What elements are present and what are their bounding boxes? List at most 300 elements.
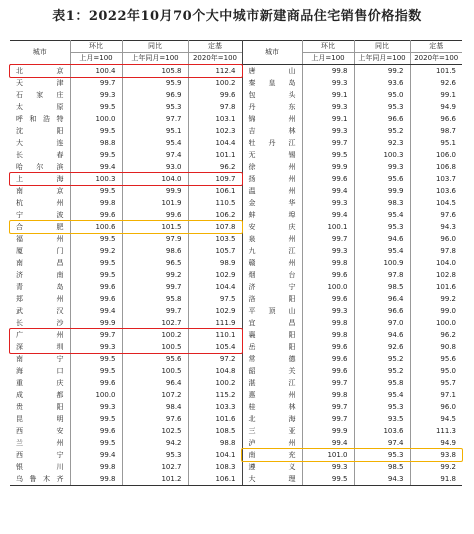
city-name-right: 蚌 埠 (242, 209, 302, 221)
yoy-index-left: 99.7 (122, 281, 188, 293)
base-index-right: 93.8 (440, 451, 456, 459)
yoy-index-right: 95.4 (354, 209, 410, 221)
yoy-index-left: 99.9 (122, 185, 188, 197)
city-name-right: 桂 林 (242, 401, 302, 413)
city-name-left: 福 州 (10, 233, 70, 245)
base-index-right: 94.5 (440, 415, 456, 423)
city-name-right: 唐 山 (242, 65, 302, 78)
city-name-left: 成 都 (10, 389, 70, 401)
yoy-index-right: 96.4 (354, 293, 410, 305)
city-name-right: 牡丹江 (242, 137, 302, 149)
mom-index-left: 99.7 (70, 329, 122, 341)
mom-index-left: 99.5 (70, 257, 122, 269)
base-index-left: 103.3 (188, 401, 242, 413)
table-row (10, 89, 462, 101)
city-name-left: 宁 波 (10, 209, 70, 221)
mom-index-right: 99.5 (302, 473, 354, 486)
table-row (10, 365, 462, 377)
yoy-index-right: 99.9 (354, 185, 410, 197)
mom-index-right: 99.6 (302, 293, 354, 305)
mom-index-left: 99.4 (70, 161, 122, 173)
mom-index-right: 99.8 (302, 389, 354, 401)
yoy-index-right: 97.4 (354, 437, 410, 449)
base-index-left: 98.9 (188, 257, 242, 269)
mom-index-right: 99.7 (302, 401, 354, 413)
mom-index-right: 99.9 (302, 425, 354, 437)
yoy-index-right: 97.8 (354, 269, 410, 281)
base-index-left: 97.8 (188, 101, 242, 113)
yoy-index-right: 99.3 (354, 161, 410, 173)
yoy-index-right: 95.3 (354, 101, 410, 113)
city-name-left: 广 州 (10, 329, 70, 341)
yoy-index-left: 95.6 (122, 353, 188, 365)
mom-index-right: 99.6 (302, 365, 354, 377)
city-name-right: 泸 州 (242, 437, 302, 449)
base-index-right: 95.7 (440, 379, 456, 387)
city-name-left: 厦 门 (10, 245, 70, 257)
mom-index-right: 99.9 (302, 161, 354, 173)
yoy-index-left: 102.7 (122, 461, 188, 473)
mom-index-left: 100.4 (70, 65, 122, 78)
city-name-left: 郑 州 (10, 293, 70, 305)
yoy-index-right: 93.6 (354, 77, 410, 89)
header-sub-yoy-right: 上年同月=100 (354, 53, 410, 65)
yoy-index-right: 92.6 (354, 341, 410, 353)
mom-index-right: 99.1 (302, 113, 354, 125)
yoy-index-left: 100.5 (122, 365, 188, 377)
yoy-index-right: 95.3 (354, 449, 410, 461)
base-index-right: 96.0 (440, 403, 456, 411)
mom-index-right: 99.3 (302, 197, 354, 209)
table-row (10, 353, 462, 365)
yoy-index-left: 97.7 (122, 113, 188, 125)
city-name-right: 扬 州 (242, 173, 302, 185)
table-title: 表1：2022年10月70个大中城市新建商品住宅销售价格指数 (52, 9, 422, 24)
yoy-index-left: 93.0 (122, 161, 188, 173)
mom-index-left: 99.5 (70, 365, 122, 377)
city-name-right: 秦皇岛 (242, 77, 302, 89)
yoy-index-right: 95.6 (354, 173, 410, 185)
city-name-right: 赣 州 (242, 257, 302, 269)
base-index-left: 112.4 (188, 65, 242, 78)
yoy-index-right: 99.2 (354, 65, 410, 78)
yoy-index-right: 95.4 (354, 389, 410, 401)
yoy-index-right: 95.3 (354, 221, 410, 233)
base-index-right: 92.6 (440, 79, 456, 87)
city-name-right: 锦 州 (242, 113, 302, 125)
mom-index-left: 99.5 (70, 413, 122, 425)
yoy-index-left: 99.6 (122, 209, 188, 221)
city-name-right: 湛 江 (242, 377, 302, 389)
yoy-index-left: 97.4 (122, 149, 188, 161)
city-name-right: 徐 州 (242, 161, 302, 173)
yoy-index-right: 95.3 (354, 401, 410, 413)
mom-index-right: 99.6 (302, 269, 354, 281)
mom-index-left: 99.2 (70, 245, 122, 257)
base-index-right: 96.2 (440, 331, 456, 339)
base-index-left: 110.1 (188, 329, 242, 341)
header-base-right: 定基 (410, 41, 462, 53)
yoy-index-left: 101.2 (122, 473, 188, 486)
base-index-right: 98.7 (440, 127, 456, 135)
city-name-right: 烟 台 (242, 269, 302, 281)
base-index-right: 95.0 (440, 367, 456, 375)
mom-index-right: 99.3 (302, 305, 354, 317)
city-name-right: 九 江 (242, 245, 302, 257)
mom-index-right: 99.6 (302, 173, 354, 185)
mom-index-left: 99.5 (70, 353, 122, 365)
table-row (10, 149, 462, 161)
base-index-left: 105.7 (188, 245, 242, 257)
mom-index-left: 99.6 (70, 209, 122, 221)
base-index-left: 102.3 (188, 125, 242, 137)
mom-index-left: 99.5 (70, 125, 122, 137)
yellow-highlight-box (241, 448, 463, 462)
yoy-index-left: 102.5 (122, 425, 188, 437)
price-index-table (10, 40, 462, 486)
mom-index-left: 99.3 (70, 341, 122, 353)
mom-index-left: 99.5 (70, 437, 122, 449)
table-row (10, 137, 462, 149)
mom-index-right: 100.1 (302, 221, 354, 233)
mom-index-left: 99.6 (70, 281, 122, 293)
base-index-right: 103.7 (435, 175, 456, 183)
base-index-left: 96.2 (188, 161, 242, 173)
base-index-right: 94.3 (440, 223, 456, 231)
table-row (10, 197, 462, 209)
city-name-right: 济 宁 (242, 281, 302, 293)
mom-index-left: 100.6 (70, 221, 122, 233)
city-name-left: 青 岛 (10, 281, 70, 293)
base-index-left: 106.1 (188, 473, 242, 486)
city-name-left: 南 宁 (10, 353, 70, 365)
city-name-left: 深 圳 (10, 341, 70, 353)
yoy-index-right: 94.6 (354, 233, 410, 245)
city-name-left: 西 宁 (10, 449, 70, 461)
yoy-index-right: 97.0 (354, 317, 410, 329)
mom-index-left: 99.3 (70, 401, 122, 413)
table-body (10, 65, 462, 486)
header-sub-base-left: 2020年=100 (188, 53, 242, 65)
base-index-right: 100.0 (435, 319, 456, 327)
yoy-index-left: 107.2 (122, 389, 188, 401)
table-row (10, 413, 462, 425)
yoy-index-right: 94.3 (354, 473, 410, 486)
mom-index-left: 99.8 (70, 473, 122, 486)
base-index-left: 102.9 (188, 305, 242, 317)
city-name-right: 丹 东 (242, 101, 302, 113)
red-highlight-box (9, 328, 243, 354)
city-name-left: 南 京 (10, 185, 70, 197)
base-index-left: 104.4 (188, 281, 242, 293)
base-index-left: 110.5 (188, 197, 242, 209)
header-sub-base-right: 2020年=100 (410, 53, 462, 65)
city-name-right: 吉 林 (242, 125, 302, 137)
mom-index-left: 99.8 (70, 197, 122, 209)
mom-index-left: 99.5 (70, 233, 122, 245)
yoy-index-right: 96.6 (354, 113, 410, 125)
base-index-left: 97.5 (188, 293, 242, 305)
mom-index-left: 99.5 (70, 149, 122, 161)
mom-index-left: 99.8 (70, 461, 122, 473)
base-index-left: 99.6 (188, 89, 242, 101)
table-row (10, 185, 462, 197)
yoy-index-left: 102.7 (122, 317, 188, 329)
city-name-left: 西 安 (10, 425, 70, 437)
mom-index-left: 99.3 (70, 89, 122, 101)
base-index-right: 99.0 (440, 307, 456, 315)
base-index-right: 95.6 (440, 355, 456, 363)
base-index-left: 115.2 (188, 389, 242, 401)
mom-index-left: 99.4 (70, 305, 122, 317)
base-index-right: 97.6 (440, 211, 456, 219)
city-name-left: 南 昌 (10, 257, 70, 269)
city-name-right: 泉 州 (242, 233, 302, 245)
mom-index-right: 99.4 (302, 209, 354, 221)
city-name-left: 太 原 (10, 101, 70, 113)
mom-index-left: 99.9 (70, 317, 122, 329)
city-name-right: 洛 阳 (242, 293, 302, 305)
table-row (10, 281, 462, 293)
yoy-index-right: 95.0 (354, 89, 410, 101)
yoy-index-left: 95.3 (122, 101, 188, 113)
base-index-left: 106.1 (188, 185, 242, 197)
yoy-index-left: 95.4 (122, 137, 188, 149)
yoy-index-left: 96.4 (122, 377, 188, 389)
city-name-left: 银 川 (10, 461, 70, 473)
table-row (10, 245, 462, 257)
mom-index-right: 99.7 (302, 377, 354, 389)
yoy-index-left: 98.4 (122, 401, 188, 413)
yoy-index-left: 101.9 (122, 197, 188, 209)
city-name-right: 包 头 (242, 89, 302, 101)
city-name-left: 长 春 (10, 149, 70, 161)
base-index-right: 90.8 (440, 343, 456, 351)
mom-index-right: 99.7 (302, 233, 354, 245)
city-name-left: 武 汉 (10, 305, 70, 317)
table-row (10, 113, 462, 125)
mom-index-left: 99.5 (70, 269, 122, 281)
city-name-left: 贵 阳 (10, 401, 70, 413)
base-index-left: 97.2 (188, 353, 242, 365)
mom-index-left: 100.0 (70, 113, 122, 125)
base-index-right: 103.6 (435, 187, 456, 195)
yoy-index-right: 95.8 (354, 377, 410, 389)
mom-index-right: 99.3 (302, 77, 354, 89)
city-name-right: 遵 义 (242, 461, 302, 473)
city-name-left: 哈尔滨 (10, 161, 70, 173)
yoy-index-right: 98.5 (354, 461, 410, 473)
header-mom-right: 环比 (302, 41, 354, 53)
yoy-index-left: 100.2 (122, 329, 188, 341)
yoy-index-left: 96.5 (122, 257, 188, 269)
yoy-index-left: 98.6 (122, 245, 188, 257)
red-highlight-box (9, 172, 243, 186)
base-index-left: 103.1 (188, 113, 242, 125)
base-index-left: 109.7 (188, 173, 242, 185)
yoy-index-right: 100.3 (354, 149, 410, 161)
city-name-left: 合 肥 (10, 221, 70, 233)
table-row (10, 125, 462, 137)
base-index-right: 97.1 (440, 391, 456, 399)
city-name-left: 杭 州 (10, 197, 70, 209)
mom-index-right: 99.6 (302, 353, 354, 365)
base-index-left: 107.8 (188, 221, 242, 233)
base-index-right: 101.6 (435, 283, 456, 291)
yoy-index-left: 99.7 (122, 305, 188, 317)
header-base-left: 定基 (188, 41, 242, 53)
city-name-left: 沈 阳 (10, 125, 70, 137)
city-name-right: 惠 州 (242, 389, 302, 401)
base-index-left: 104.8 (188, 365, 242, 377)
city-name-left: 呼和浩特 (10, 113, 70, 125)
base-index-left: 103.5 (188, 233, 242, 245)
mom-index-right: 100.0 (302, 281, 354, 293)
mom-index-left: 100.0 (70, 389, 122, 401)
yoy-index-right: 95.4 (354, 245, 410, 257)
header-sub-mom-left: 上月=100 (70, 53, 122, 65)
mom-index-right: 99.4 (302, 437, 354, 449)
base-index-left: 105.4 (188, 341, 242, 353)
mom-index-left: 99.5 (70, 185, 122, 197)
city-name-left: 北 京 (10, 65, 70, 78)
yoy-index-left: 104.0 (122, 173, 188, 185)
city-name-right: 温 州 (242, 185, 302, 197)
red-highlight-box (9, 64, 243, 79)
mom-index-right: 99.3 (302, 101, 354, 113)
base-index-left: 102.9 (188, 269, 242, 281)
yoy-index-right: 94.6 (354, 329, 410, 341)
mom-index-left: 99.5 (70, 101, 122, 113)
table-row (10, 77, 462, 89)
base-index-right: 97.8 (440, 247, 456, 255)
base-index-right: 111.3 (435, 427, 456, 435)
base-index-right: 102.8 (435, 271, 456, 279)
yoy-index-right: 100.9 (354, 257, 410, 269)
yoy-index-left: 99.2 (122, 269, 188, 281)
mom-index-right: 99.3 (302, 245, 354, 257)
base-index-left: 101.6 (188, 413, 242, 425)
yoy-index-left: 95.1 (122, 125, 188, 137)
yoy-index-right: 96.6 (354, 305, 410, 317)
yoy-index-right: 95.2 (354, 365, 410, 377)
city-name-left: 大 连 (10, 137, 70, 149)
mom-index-left: 98.8 (70, 137, 122, 149)
mom-index-left: 99.4 (70, 449, 122, 461)
base-index-right: 99.1 (440, 91, 456, 99)
yoy-index-left: 105.8 (122, 65, 188, 78)
base-index-left: 108.5 (188, 425, 242, 437)
yoy-index-right: 103.6 (354, 425, 410, 437)
base-index-right: 106.0 (435, 151, 456, 159)
yoy-index-left: 100.5 (122, 341, 188, 353)
yoy-index-left: 95.3 (122, 449, 188, 461)
base-index-right: 99.2 (440, 295, 456, 303)
yoy-index-right: 95.2 (354, 125, 410, 137)
header-sub-mom-right: 上月=100 (302, 53, 354, 65)
base-index-left: 104.1 (188, 449, 242, 461)
header-yoy-left: 同比 (122, 41, 188, 53)
city-name-right: 岳 阳 (242, 341, 302, 353)
table-row (10, 461, 462, 473)
city-name-right: 韶 关 (242, 365, 302, 377)
mom-index-right: 99.8 (302, 329, 354, 341)
table-row (10, 377, 462, 389)
table-row (10, 293, 462, 305)
table-row (10, 101, 462, 113)
mom-index-right: 99.4 (302, 185, 354, 197)
yoy-index-left: 97.6 (122, 413, 188, 425)
yoy-index-left: 95.9 (122, 77, 188, 89)
city-name-right: 南 充 (242, 449, 302, 461)
mom-index-right: 99.1 (302, 89, 354, 101)
yoy-index-right: 93.5 (354, 413, 410, 425)
city-name-right: 无 锡 (242, 149, 302, 161)
base-index-right: 99.2 (440, 463, 456, 471)
mom-index-right: 99.7 (302, 413, 354, 425)
yoy-index-left: 101.5 (122, 221, 188, 233)
city-name-left: 天 津 (10, 77, 70, 89)
city-name-right: 宜 昌 (242, 317, 302, 329)
header-row-groups (10, 41, 462, 53)
base-index-right: 94.9 (440, 439, 456, 447)
base-index-left: 111.9 (188, 317, 242, 329)
base-index-right: 96.6 (440, 115, 456, 123)
city-name-right: 三 亚 (242, 425, 302, 437)
header-sub-yoy-left: 上年同月=100 (122, 53, 188, 65)
mom-index-left: 99.6 (70, 293, 122, 305)
table-row (10, 305, 462, 317)
city-name-right: 金 华 (242, 197, 302, 209)
table-row (10, 233, 462, 245)
base-index-right: 104.0 (435, 259, 456, 267)
base-index-right: 104.5 (435, 199, 456, 207)
yoy-index-right: 98.5 (354, 281, 410, 293)
city-name-left: 重 庆 (10, 377, 70, 389)
table-row (10, 425, 462, 437)
mom-index-left: 99.6 (70, 425, 122, 437)
base-index-left: 106.2 (188, 209, 242, 221)
base-index-right: 91.8 (410, 473, 462, 486)
mom-index-right: 99.7 (302, 137, 354, 149)
mom-index-left: 99.6 (70, 377, 122, 389)
city-name-right: 大 理 (242, 473, 302, 486)
base-index-left: 98.8 (188, 437, 242, 449)
base-index-left: 104.4 (188, 137, 242, 149)
city-name-right: 平顶山 (242, 305, 302, 317)
mom-index-left: 99.7 (70, 77, 122, 89)
base-index-right: 106.8 (435, 163, 456, 171)
city-name-left: 兰 州 (10, 437, 70, 449)
city-name-right: 常 德 (242, 353, 302, 365)
mom-index-right: 99.8 (302, 317, 354, 329)
city-name-left: 济 南 (10, 269, 70, 281)
city-name-left: 昆 明 (10, 413, 70, 425)
city-name-left: 上 海 (10, 173, 70, 185)
city-name-right: 北 海 (242, 413, 302, 425)
mom-index-left: 100.3 (70, 173, 122, 185)
mom-index-right: 99.8 (302, 257, 354, 269)
table-row (10, 473, 462, 486)
table-row (10, 389, 462, 401)
base-index-left: 100.2 (188, 77, 242, 89)
city-name-right: 安 庆 (242, 221, 302, 233)
header-row-bases (10, 53, 462, 65)
mom-index-right: 99.3 (302, 125, 354, 137)
base-index-right: 95.1 (440, 139, 456, 147)
base-index-right: 101.5 (435, 67, 456, 75)
city-name-left: 石家庄 (10, 89, 70, 101)
